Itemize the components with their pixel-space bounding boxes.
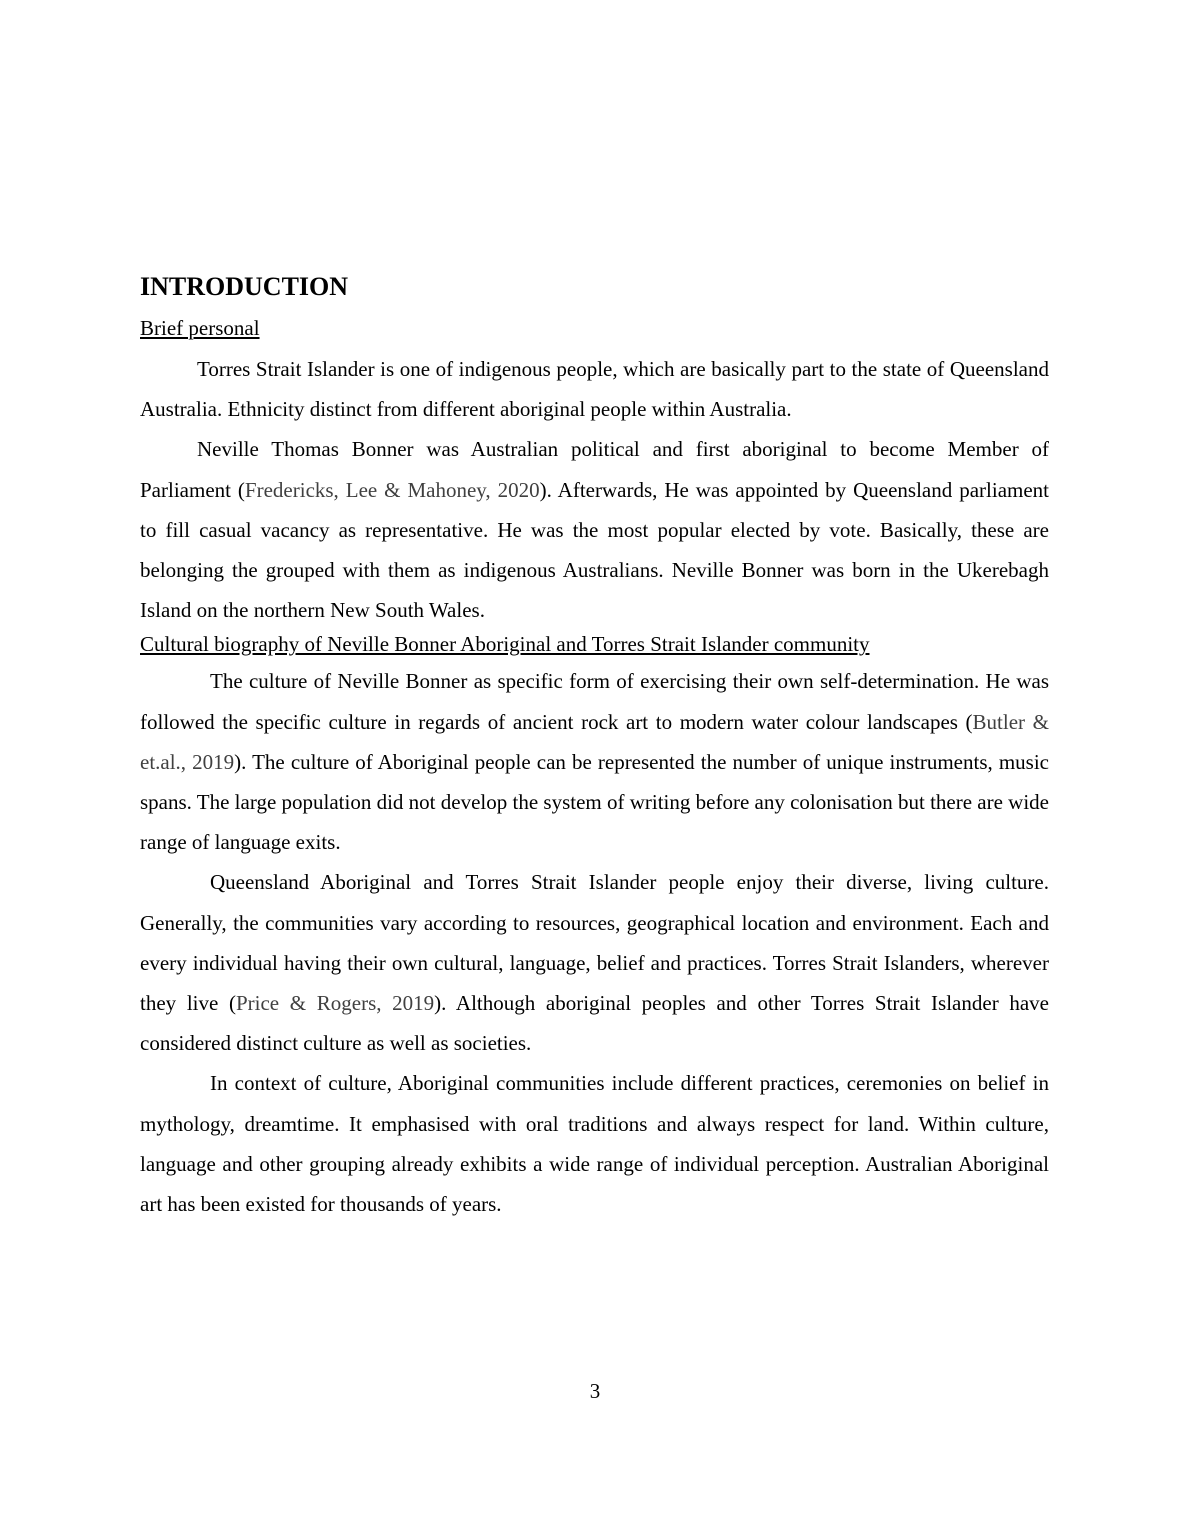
paragraph-4-text-b: ). Although aboriginal peoples and other Torres Strait Islander have considered distinct culture as well as societies. bbox=[140, 991, 1049, 1056]
citation: Fredericks, Lee & Mahoney, 2020 bbox=[244, 477, 540, 502]
paragraph-2-text-a: Neville Thomas Bonner was Australian political and first aboriginal to become Member of Parliament ( bbox=[140, 437, 1049, 502]
page-number: 3 bbox=[589, 1379, 601, 1403]
subsection-title-brief-personal: Brief personal bbox=[140, 316, 260, 340]
paragraph-3 bbox=[140, 661, 1049, 862]
paragraph-3-text-a: The culture of Neville Bonner as specific form of exercising their own self-determination. He was followed the specific culture in regards of ancient rock art to modern water colour landscapes ( bbox=[140, 669, 1049, 734]
section-heading: INTRODUCTION bbox=[140, 272, 349, 301]
citation: Butler & et.al., 2019 bbox=[140, 709, 1049, 774]
subsection-title-cultural-biography: Cultural biography of Neville Bonner Aboriginal and Torres Strait Islander community bbox=[140, 632, 870, 657]
page-content bbox=[140, 270, 1049, 1224]
paragraph-5: In context of culture, Aboriginal communities include different practices, ceremonies on belief in mythology, dreamtime. It emphasised with oral traditions and always respect for land. Within culture, language and other grouping already exhibits a wide range of individual perception. Australian Aboriginal art has been existed for thousands of years. bbox=[140, 1071, 1049, 1217]
paragraph-3-text-b: ). The culture of Aboriginal people can be represented the number of unique instruments, music spans. The large population did not develop the system of writing before any colonisation but there are wide range of language exits. bbox=[140, 749, 1050, 855]
paragraph-2 bbox=[140, 429, 1049, 630]
paragraph-4-text-a: Queensland Aboriginal and Torres Strait Islander people enjoy their diverse, living culture. Generally, the communities vary according to resources, geographical location and environment. Each and every individual having their own cultural, language, belief and practices. Torres Strait Islanders, wherever they live ( bbox=[140, 870, 1049, 1016]
paragraph-1: Torres Strait Islander is one of indigenous people, which are basically part to the state of Queensland Australia. Ethnicity distinct from different aboriginal people within Australia. bbox=[140, 357, 1049, 422]
paragraph-2-text-b: ). Afterwards, He was appointed by Queensland parliament to fill casual vacancy as representative. He was the most popular elected by vote. Basically, these are belonging the grouped with them as indigenous Australians. Neville Bonner was born in the Ukerebagh Island on the northern New South Wales. bbox=[140, 477, 1049, 623]
citation: Price & Rogers, 2019 bbox=[235, 991, 435, 1016]
paragraph-4 bbox=[140, 862, 1049, 1063]
